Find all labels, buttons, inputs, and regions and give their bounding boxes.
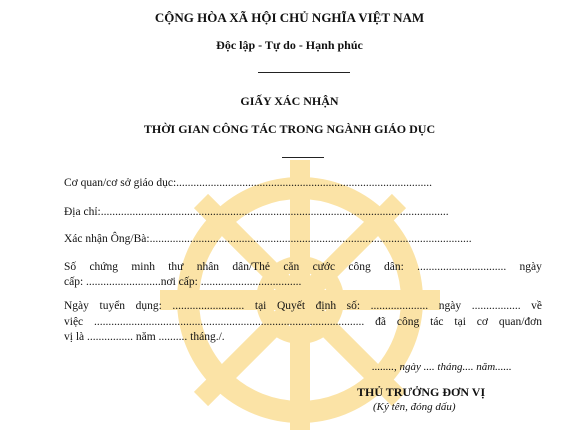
word: Ngày: [64, 300, 89, 312]
agency-field: Cơ quan/cơ sở giáo dục:.........................................................................................: [64, 177, 433, 189]
word: ngày: [438, 300, 462, 312]
word: tác: [430, 316, 444, 328]
word: công: [396, 316, 420, 328]
document-subtitle: THỜI GIAN CÔNG TÁC TRONG NGÀNH GIÁO DỤC: [143, 122, 436, 136]
word: quan/đơn: [498, 316, 542, 328]
title-divider: [282, 157, 324, 158]
word: minh: [131, 261, 155, 273]
motto: Độc lập - Tự do - Hạnh phúc: [216, 38, 363, 52]
id-number-line: [64, 261, 542, 273]
word: dân:: [384, 261, 404, 273]
word: số:: [346, 300, 361, 312]
word: ..............................................................................................: [94, 316, 365, 328]
duration-line: vị là ................ năm .......... tháng./.: [64, 331, 225, 343]
word: việc: [64, 316, 84, 328]
word: Quyết: [276, 300, 306, 312]
header-divider: [258, 72, 350, 73]
word: tại: [254, 300, 267, 312]
word: Số: [64, 261, 77, 273]
word: ....................: [370, 300, 429, 312]
word: về: [531, 300, 542, 312]
signature-note: (Ký tên, đóng dấu): [373, 401, 456, 413]
word: cước: [312, 261, 336, 273]
work-line: [64, 316, 542, 328]
word: cơ: [476, 316, 488, 328]
signing-date: ........, ngày .... tháng.... năm......: [372, 361, 512, 373]
word: dụng:: [135, 300, 162, 312]
word: ngày: [519, 261, 542, 273]
word: .........................: [172, 300, 245, 312]
hire-date-line: [64, 300, 542, 312]
word: .................: [471, 300, 521, 312]
word: thư: [168, 261, 184, 273]
signer-title: THỦ TRƯỞNG ĐƠN VỊ: [357, 385, 486, 399]
word: nhân: [196, 261, 220, 273]
address-field: Địa chỉ:.........................................................................................................................: [64, 206, 449, 218]
word: tuyển: [99, 300, 126, 312]
word: tại: [454, 316, 466, 328]
word: công: [348, 261, 371, 273]
id-issue-line: cấp: ..........................nơi cấp: ...................................: [64, 276, 302, 288]
word: chứng: [89, 261, 119, 273]
word: ...............................: [417, 261, 507, 273]
word: định: [315, 300, 337, 312]
document-title: GIẤY XÁC NHẬN: [240, 94, 339, 108]
word: dân/Thẻ: [232, 261, 271, 273]
word: căn: [283, 261, 300, 273]
word: đã: [375, 316, 387, 328]
confirm-person-field: Xác nhận Ông/Bà:................................................................................................................: [64, 233, 472, 245]
national-title: CỘNG HÒA XÃ HỘI CHỦ NGHĨA VIỆT NAM: [154, 10, 425, 25]
